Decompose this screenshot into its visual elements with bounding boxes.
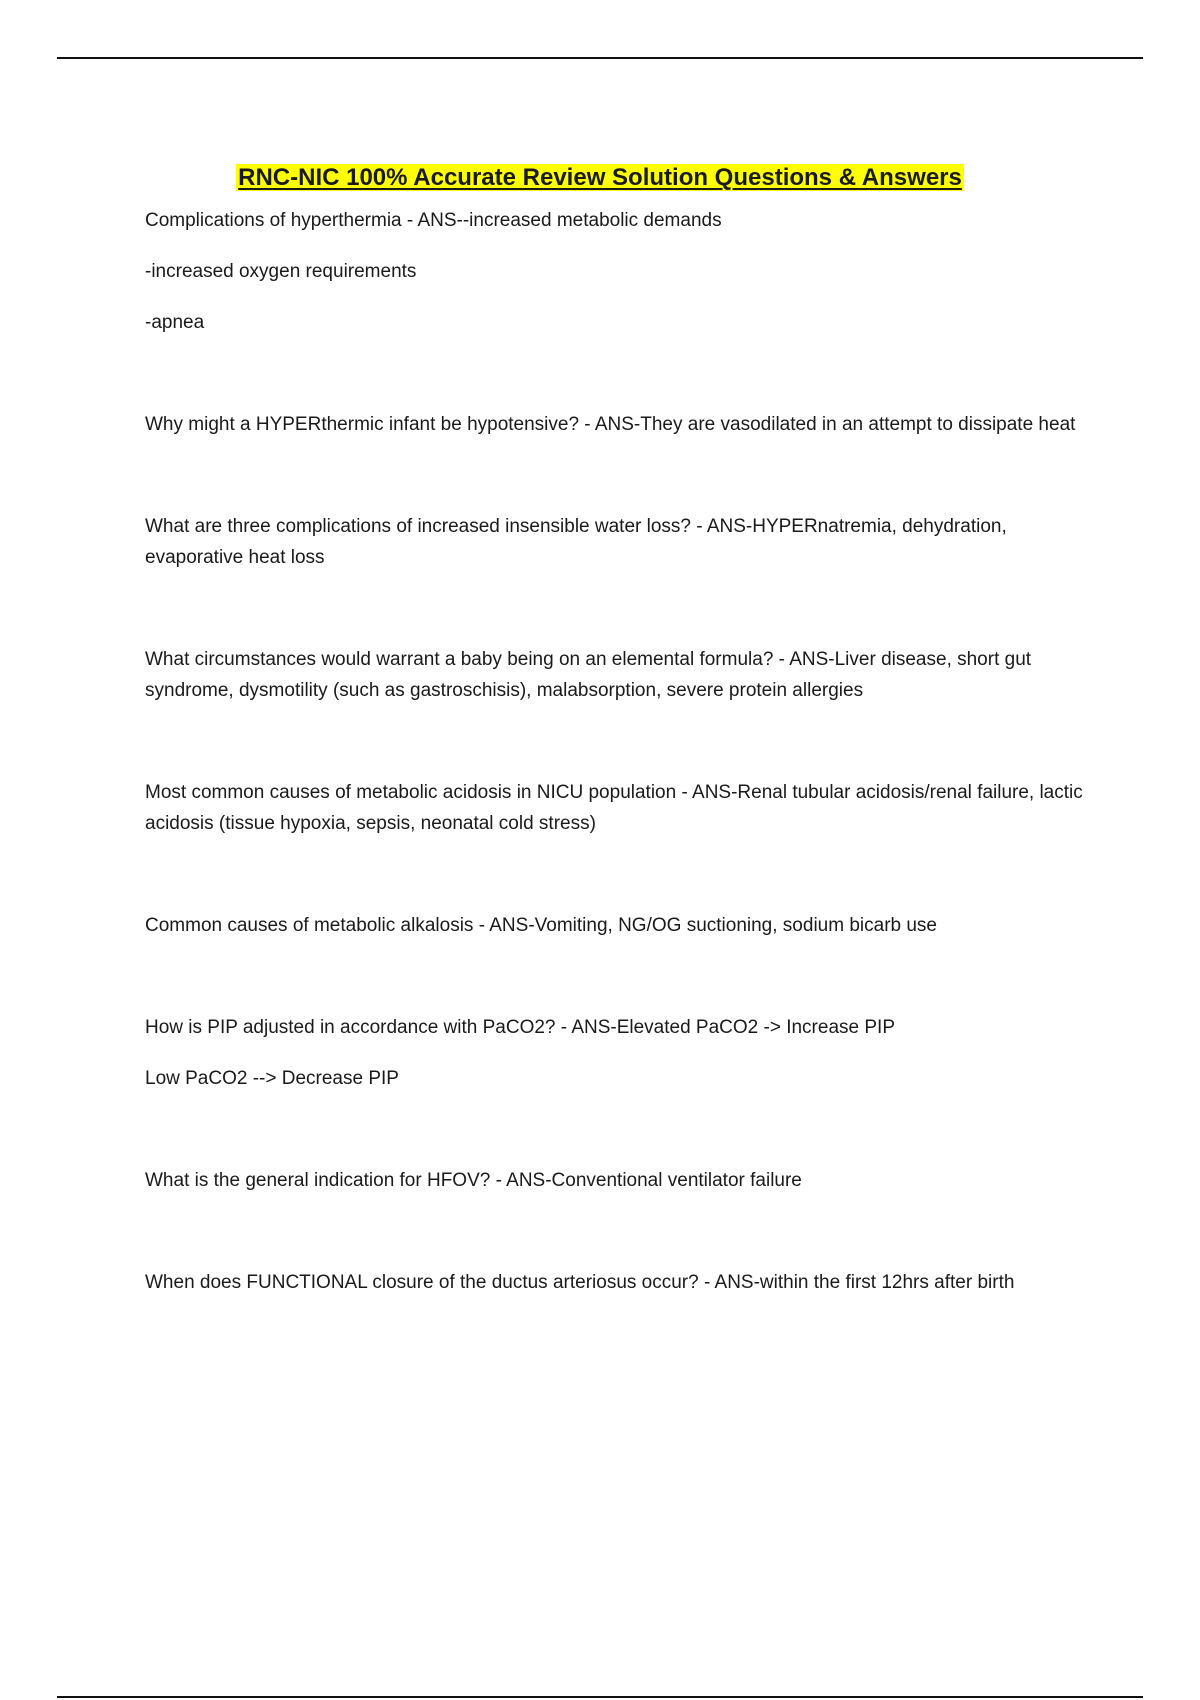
document-title [0,162,1200,194]
qa-line: Why might a HYPERthermic infant be hypotensive? - ANS-They are vasodilated in an attempt to dissipate heat [145,414,1076,435]
qa-item [145,1012,1095,1094]
qa-item [145,511,1095,573]
qa-line: What is the general indication for HFOV? - ANS-Conventional ventilator failure [145,1170,802,1191]
qa-line: What are three complications of increased insensible water loss? - ANS-HYPERnatremia, dehydration, evaporative heat loss [145,516,1007,568]
qa-line: -apnea [145,312,205,333]
qa-line: -increased oxygen requirements [145,261,417,282]
qa-item [145,777,1095,839]
qa-line: How is PIP adjusted in accordance with PaCO2? - ANS-Elevated PaCO2 -> Increase PIP [145,1017,895,1038]
qa-item [145,644,1095,706]
qa-item [145,1165,1095,1196]
qa-item [145,910,1095,941]
qa-item [145,409,1095,440]
qa-line: Most common causes of metabolic acidosis in NICU population - ANS-Renal tubular acidosis/renal failure, lactic acidosis (tissue hypoxia, sepsis, neonatal cold stress) [145,782,1083,834]
qa-line: Common causes of metabolic alkalosis - ANS-Vomiting, NG/OG suctioning, sodium bicarb use [145,915,937,936]
document-title-text: RNC-NIC 100% Accurate Review Solution Questions & Answers [238,164,962,192]
qa-item [145,205,1095,338]
qa-list [145,205,1095,1298]
qa-line: Complications of hyperthermia - ANS--increased metabolic demands [145,210,722,231]
qa-item [145,1267,1095,1298]
qa-line: What circumstances would warrant a baby being on an elemental formula? - ANS-Liver disease, short gut syndrome, dysmotility (such as gastroschisis), malabsorption, severe protein allergies [145,649,1032,701]
qa-line: Low PaCO2 --> Decrease PIP [145,1068,399,1089]
header-rule [57,57,1143,59]
qa-line: When does FUNCTIONAL closure of the ductus arteriosus occur? - ANS-within the first 12hrs after birth [145,1272,1015,1293]
footer-rule [57,1696,1143,1698]
